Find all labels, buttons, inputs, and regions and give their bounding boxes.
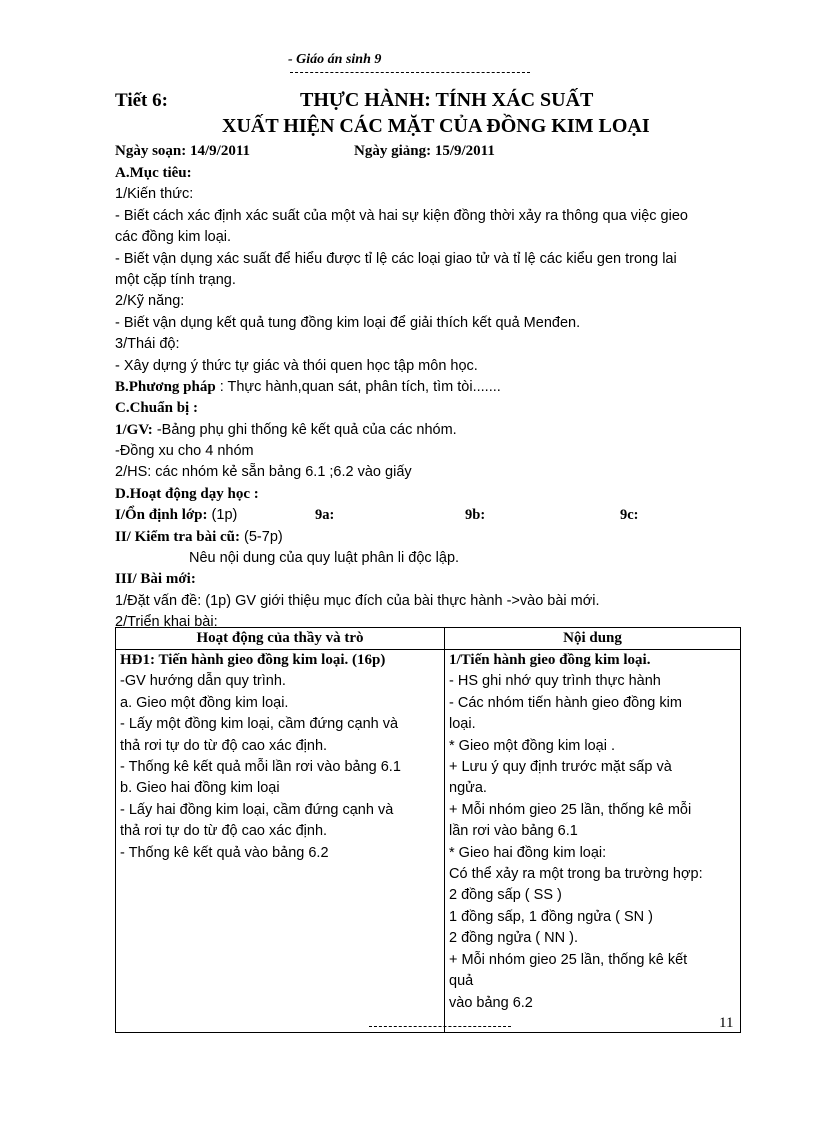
lesson-title-line2: XUẤT HIỆN CÁC MẶT CỦA ĐỒNG KIM LOẠI bbox=[222, 115, 650, 137]
prep-hs: 2/HS: các nhóm kẻ sẵn bảng 6.1 ;6.2 vào giấy bbox=[115, 464, 412, 481]
skills-item-1: - Biết vận dụng kết quả tung đồng kim loại để giải thích kết quả Menđen. bbox=[115, 314, 581, 331]
knowledge-item-2b: một cặp tính trạng. bbox=[115, 271, 236, 288]
table-row bbox=[116, 650, 741, 1033]
review-line bbox=[115, 527, 740, 548]
date-taught: Ngày giảng: 15/9/2011 bbox=[354, 143, 495, 159]
cell-line: HĐ1: Tiến hành gieo đồng kim loại. (16p) bbox=[120, 652, 386, 668]
knowledge-heading: 1/Kiến thức: bbox=[115, 186, 194, 203]
activities-heading: D.Hoạt động dạy học : bbox=[115, 485, 259, 502]
intro-line bbox=[115, 591, 740, 612]
header-title: - Giáo án sinh 9 bbox=[288, 52, 382, 67]
class-label: I/Ổn định lớp: bbox=[115, 507, 208, 524]
cell-line: + Mỗi nhóm gieo 25 lần, thống kê mỗi bbox=[449, 801, 692, 818]
activity-table bbox=[115, 627, 741, 1033]
cell-line: -GV hướng dẫn quy trình. bbox=[120, 673, 286, 690]
knowledge-item-1a: - Biết cách xác định xác suất của một và hai sự kiện đồng thời xảy ra thông qua việc gieo bbox=[115, 207, 688, 224]
skills-heading: 2/Kỹ năng: bbox=[115, 293, 185, 310]
attitude-heading: 3/Thái độ: bbox=[115, 336, 180, 353]
cell-line: thả rơi tự do từ độ cao xác định. bbox=[120, 737, 328, 754]
intro-text: (1p) GV giới thiệu mục đích của bài thực hành ->vào bài mới. bbox=[201, 592, 600, 609]
lesson-label: Tiết 6: bbox=[115, 90, 168, 111]
cell-line: 2 đồng ngửa ( NN ). bbox=[449, 930, 578, 947]
cell-line: - Thống kê kết quả mỗi lần rơi vào bảng 6.1 bbox=[120, 759, 401, 776]
class-9c: 9c: bbox=[620, 507, 639, 524]
col-header-activities: Hoạt động của thầy và trò bbox=[116, 628, 445, 650]
knowledge-item-2a: - Biết vận dụng xác suất để hiểu được tỉ lệ các loại giao tử và tỉ lệ các kiểu gen trong lai bbox=[115, 250, 677, 267]
col-header-content: Nội dung bbox=[445, 628, 741, 650]
lesson-title-line1: THỰC HÀNH: TÍNH XÁC SUẤT bbox=[300, 89, 594, 111]
cell-line: - Lấy một đồng kim loại, cầm đứng cạnh và bbox=[120, 716, 399, 733]
cell-line: 1 đồng sấp, 1 đồng ngửa ( SN ) bbox=[449, 908, 653, 925]
cell-line: b. Gieo hai đồng kim loại bbox=[120, 780, 280, 797]
deploy-line: 2/Triển khai bài: bbox=[115, 614, 218, 631]
class-9b: 9b: bbox=[465, 507, 486, 524]
prep-gv-item-2: -Đồng xu cho 4 nhóm bbox=[115, 443, 254, 460]
review-label: II/ Kiểm tra bài cũ: bbox=[115, 528, 240, 545]
cell-line: - Lấy hai đồng kim loại, cầm đứng cạnh và bbox=[120, 801, 394, 818]
cell-line: - HS ghi nhớ quy trình thực hành bbox=[449, 673, 661, 690]
date-prepared: Ngày soạn: 14/9/2011 bbox=[115, 143, 251, 159]
cell-line: - Các nhóm tiến hành gieo đồng kim bbox=[449, 694, 682, 711]
method-heading: B.Phương pháp bbox=[115, 378, 216, 395]
dates-row bbox=[115, 143, 495, 160]
cell-line: ngửa. bbox=[449, 780, 487, 797]
cell-line: 2 đồng sấp ( SS ) bbox=[449, 887, 562, 904]
review-time: (5-7p) bbox=[240, 528, 283, 545]
method-line bbox=[115, 377, 740, 398]
cell-line: quả bbox=[449, 973, 474, 990]
class-line bbox=[115, 505, 740, 526]
class-time: (1p) bbox=[207, 507, 238, 524]
cell-line: thả rơi tự do từ độ cao xác định. bbox=[120, 823, 328, 840]
cell-line: * Gieo hai đồng kim loại: bbox=[449, 844, 607, 861]
page-number: 11 bbox=[719, 1015, 734, 1031]
attitude-item-1: - Xây dựng ý thức tự giác và thói quen học tập môn học. bbox=[115, 357, 478, 374]
intro-label: 1/Đặt vấn đề: bbox=[115, 592, 202, 609]
cell-line: 1/Tiến hành gieo đồng kim loại. bbox=[449, 652, 651, 668]
knowledge-item-1b: các đồng kim loại. bbox=[115, 229, 232, 246]
new-lesson-heading: III/ Bài mới: bbox=[115, 571, 196, 588]
cell-line: loại. bbox=[449, 716, 476, 733]
cell-line: Có thể xảy ra một trong ba trường hợp: bbox=[449, 866, 703, 883]
footer-divider bbox=[369, 1026, 511, 1027]
cell-line: + Mỗi nhóm gieo 25 lần, thống kê kết bbox=[449, 951, 688, 968]
activities-cell bbox=[116, 650, 445, 1033]
table-header-row bbox=[116, 628, 741, 650]
cell-line: vào bảng 6.2 bbox=[449, 994, 533, 1011]
method-text: : Thực hành,quan sát, phân tích, tìm tòi....... bbox=[215, 378, 501, 395]
cell-line: + Lưu ý quy định trước mặt sấp và bbox=[449, 759, 672, 776]
prep-heading: C.Chuẩn bị : bbox=[115, 400, 198, 417]
cell-line: a. Gieo một đồng kim loại. bbox=[120, 694, 289, 711]
content-cell bbox=[445, 650, 741, 1033]
prep-gv-line bbox=[115, 420, 740, 441]
prep-gv-label: 1/GV: bbox=[115, 421, 153, 438]
review-question: Nêu nội dung của quy luật phân li độc lập. bbox=[189, 550, 460, 567]
objectives-heading: A.Mục tiêu: bbox=[115, 165, 192, 181]
cell-line: - Thống kê kết quả vào bảng 6.2 bbox=[120, 844, 329, 861]
lesson-body bbox=[115, 163, 740, 634]
cell-line: * Gieo một đồng kim loại . bbox=[449, 737, 616, 754]
prep-gv-text: -Bảng phụ ghi thống kê kết quả của các nhóm. bbox=[152, 421, 457, 438]
cell-line: lần rơi vào bảng 6.1 bbox=[449, 823, 578, 840]
header-divider bbox=[290, 72, 530, 73]
class-9a: 9a: bbox=[315, 507, 335, 524]
